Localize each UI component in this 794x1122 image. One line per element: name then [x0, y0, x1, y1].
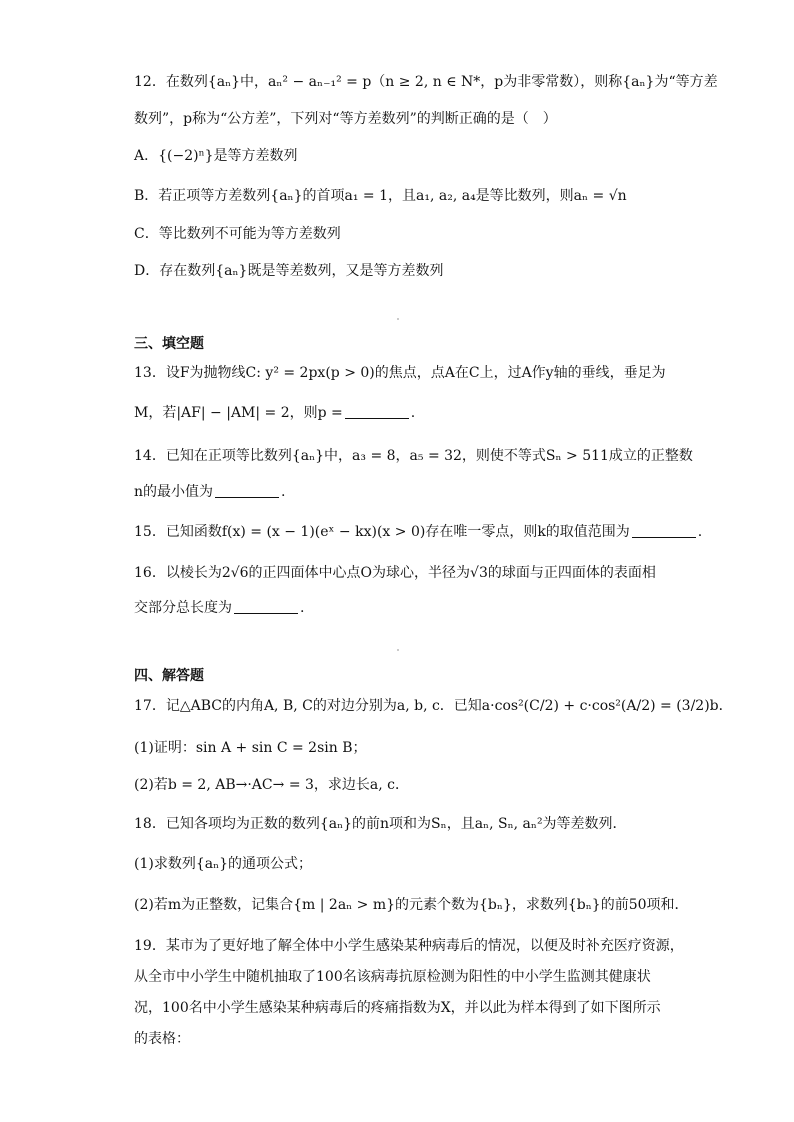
q18-part-2: (2)若m为正整数，记集合{m | 2aₙ > m}的元素个数为{bₙ}，求数列{bₙ}的前50项和．	[134, 897, 689, 913]
section-solutions-heading: 四、解答题	[134, 668, 204, 684]
section-fill-in-heading: 三、填空题	[134, 336, 204, 352]
q15-text: 15．已知函数f(x) = (x − 1)(eˣ − kx)(x > 0)存在唯一零点，则k的取值范围为	[134, 524, 630, 540]
q12-option-d: D．存在数列{aₙ}既是等差数列，又是等方差数列	[134, 263, 444, 279]
q15-tail: .	[697, 524, 703, 540]
page-divider-dot	[397, 318, 399, 320]
q13-line-2-tail: .	[410, 405, 416, 421]
q12-stem-line-1: 12．在数列{aₙ}中，aₙ² − aₙ₋₁² = p（n ≥ 2, n ∈ N*，p为非零常数），则称{aₙ}为“等方差	[134, 74, 718, 90]
q14-answer-blank[interactable]	[215, 483, 279, 498]
q13-line-2-text: M，若|AF| − |AM| = 2，则p =	[134, 405, 343, 421]
q13-answer-blank[interactable]	[345, 404, 409, 419]
q14-line-2-tail: .	[281, 484, 286, 500]
q19-line-1: 19．某市为了更好地了解全体中小学生感染某种病毒后的情况，以便及时补充医疗资源，	[134, 938, 684, 954]
page-divider-dot	[397, 649, 399, 651]
q19-line-2: 从全市中小学生中随机抽取了100名该病毒抗原检测为阳性的中小学生监测其健康状	[134, 969, 651, 985]
q18-stem: 18．已知各项均为正数的数列{aₙ}的前n项和为Sₙ，且aₙ, Sₙ, aₙ²为等差数列．	[134, 816, 627, 832]
q13-line-1: 13．设F为抛物线C: y² = 2px(p > 0)的焦点，点A在C上，过A作y轴的垂线，垂足为	[134, 365, 666, 381]
q19-line-3: 况，100名中小学生感染某种病毒后的疼痛指数为X，并以此为样本得到了如下图所示	[134, 1000, 661, 1016]
q17-stem: 17．记△ABC的内角A, B, C的对边分别为a, b, c．已知a·cos²(C/2) + c·cos²(A/2) = (3/2)b．	[134, 698, 733, 714]
q16-line-1: 16．以棱长为2√6的正四面体中心点O为球心，半径为√3的球面与正四面体的表面相	[134, 565, 656, 581]
q12-stem-line-2: 数列”，p称为“公方差”，下列对“等方差数列”的判断正确的是（ ）	[134, 111, 557, 127]
q12-option-b: B．若正项等方差数列{aₙ}的首项a₁ = 1，且a₁, a₂, a₄是等比数列，则aₙ = √n	[134, 188, 627, 204]
q17-part-1: (1)证明：sin A + sin C = 2sin B；	[134, 740, 367, 756]
q17-part-2: (2)若b = 2, AB→·AC→ = 3，求边长a, c．	[134, 777, 409, 793]
q16-line-2-tail: .	[300, 600, 305, 616]
q14-line-2	[134, 482, 285, 502]
q18-part-1: (1)求数列{aₙ}的通项公式；	[134, 856, 313, 872]
q14-line-1: 14．已知在正项等比数列{aₙ}中，a₃ = 8，a₅ = 32，则使不等式Sₙ > 511成立的正整数	[134, 448, 693, 464]
q12-option-a: A．{(−2)ⁿ}是等方差数列	[134, 148, 298, 164]
q15-line	[134, 522, 702, 542]
q19-line-4: 的表格：	[134, 1031, 190, 1047]
q16-line-2	[134, 598, 304, 618]
q16-line-2-text: 交部分总长度为	[134, 600, 232, 616]
q12-option-c: C．等比数列不可能为等方差数列	[134, 226, 341, 242]
q14-line-2-text: n的最小值为	[134, 484, 214, 500]
q13-line-2	[134, 403, 415, 423]
q15-answer-blank[interactable]	[632, 523, 696, 538]
q16-answer-blank[interactable]	[234, 599, 298, 614]
